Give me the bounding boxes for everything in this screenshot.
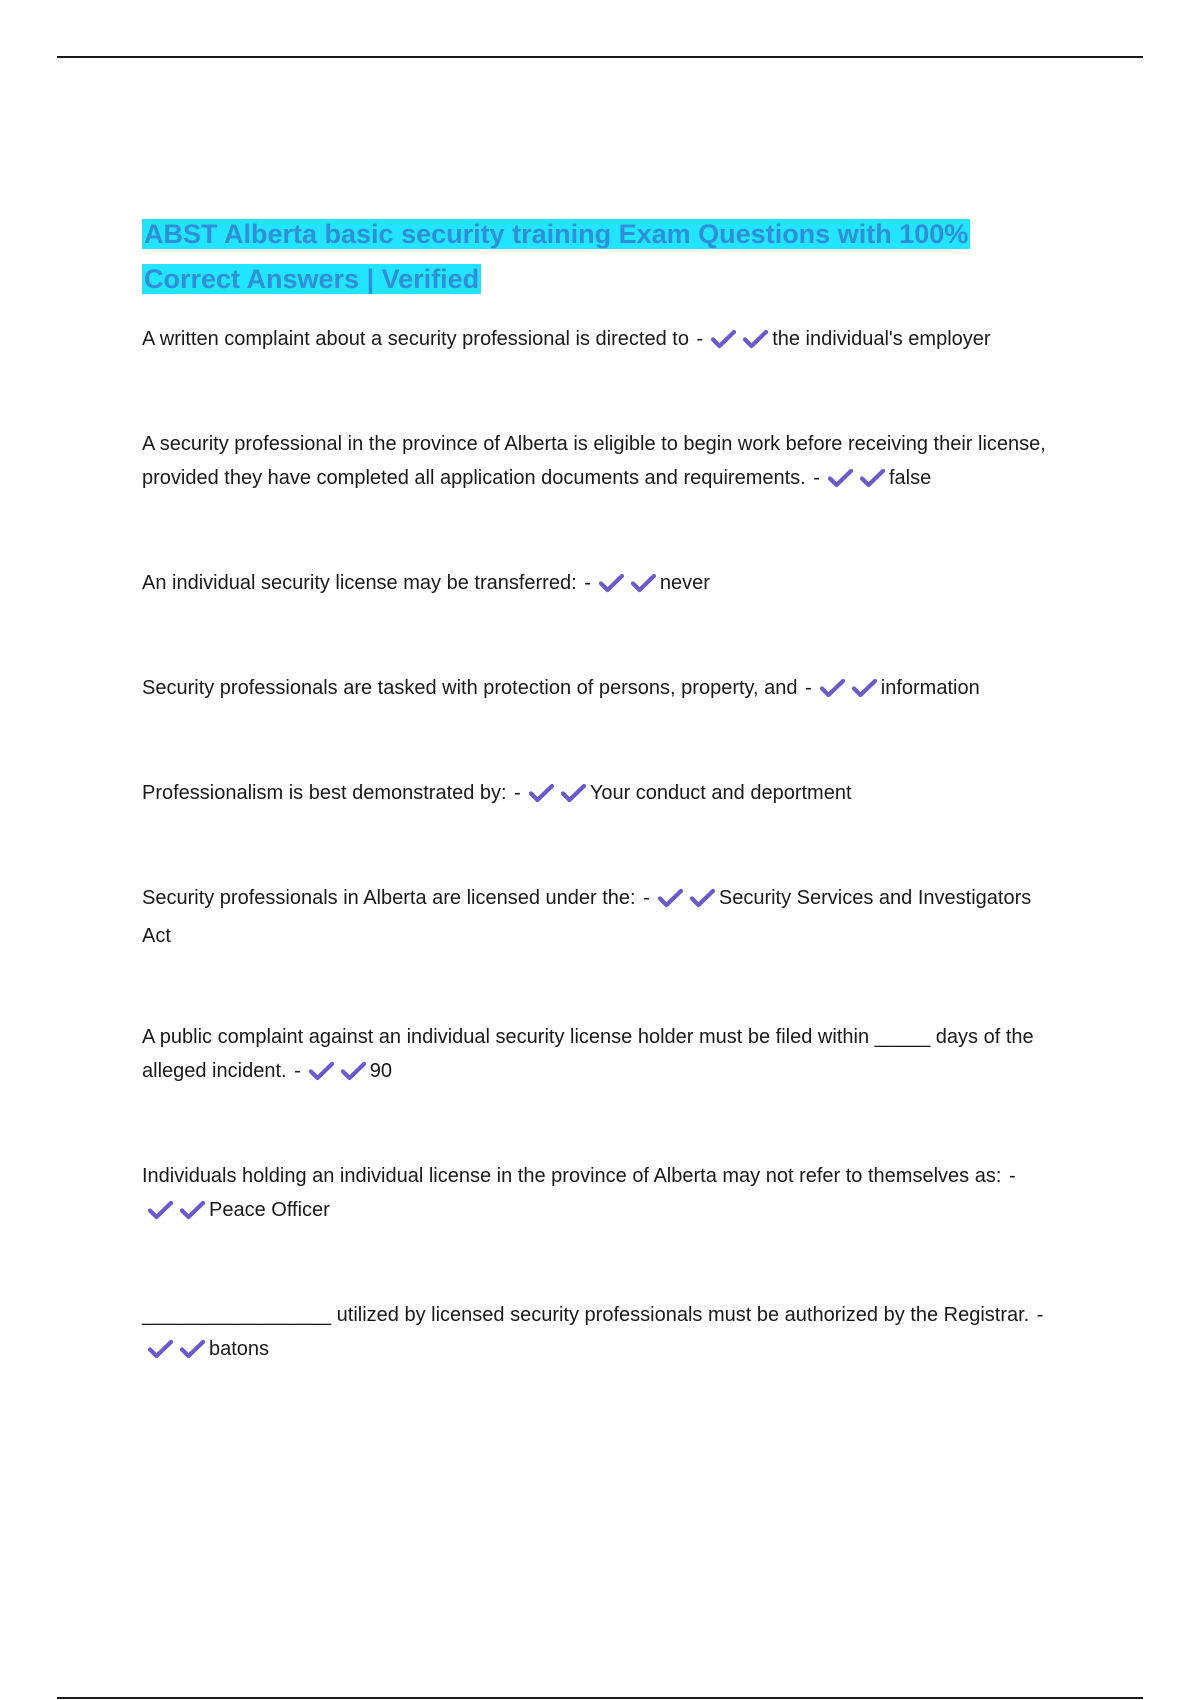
qa-item [142, 671, 1057, 709]
qa-item [142, 566, 1057, 604]
question-text: _________________ utilized by licensed security professionals must be authorized by the Registrar. [142, 1304, 1030, 1326]
check-icons [309, 1058, 366, 1092]
check-icon [561, 783, 586, 803]
qa-item [142, 881, 1057, 953]
check-icon [658, 888, 683, 908]
qa-item [142, 1020, 1057, 1092]
check-icon [529, 783, 554, 803]
separator: - [1036, 1304, 1044, 1326]
check-icons [828, 465, 885, 499]
separator: - [813, 467, 820, 489]
separator: - [696, 328, 704, 350]
check-icon [180, 1339, 205, 1359]
separator: - [805, 677, 812, 699]
check-icons [711, 326, 768, 360]
question-text: Professionalism is best demonstrated by: [142, 782, 507, 804]
answer-text: Your conduct and deportment [589, 782, 852, 804]
qa-item [142, 1298, 1057, 1370]
document-title [142, 212, 1057, 302]
answer-text: information [880, 677, 980, 699]
check-icons [658, 885, 715, 919]
check-icon [711, 329, 736, 349]
check-icons [148, 1197, 205, 1231]
check-icon [820, 678, 845, 698]
check-icon [309, 1061, 334, 1081]
question-text: Security professionals are tasked with protection of persons, property, and [142, 677, 798, 699]
answer-text: Security Services and Investigators Act [142, 887, 1032, 947]
check-icon [341, 1061, 366, 1081]
question-text: An individual security license may be transferred: [142, 572, 577, 594]
check-icon [860, 468, 885, 488]
separator: - [514, 782, 521, 804]
check-icon [180, 1200, 205, 1220]
check-icon [148, 1339, 173, 1359]
answer-text: Peace Officer [209, 1199, 330, 1221]
check-icons [529, 780, 586, 814]
footer-rule [57, 1697, 1143, 1699]
document-body [142, 212, 1057, 1370]
question-text: A written complaint about a security professional is directed to [142, 328, 689, 350]
check-icons [148, 1336, 205, 1370]
qa-item [142, 427, 1057, 499]
answer-text: false [888, 467, 932, 489]
header-rule [57, 56, 1143, 58]
check-icon [148, 1200, 173, 1220]
title-highlight: ABST Alberta basic security training Exam Questions with 100% Correct Answers | Verified [144, 219, 969, 294]
question-text: Individuals holding an individual license in the province of Alberta may not refer to themselves as: [142, 1165, 1002, 1187]
separator: - [584, 572, 591, 594]
check-icons [820, 675, 877, 709]
separator: - [643, 887, 650, 909]
check-icon [599, 573, 624, 593]
question-text: A public complaint against an individual security license holder must be filed within _____ days of the alleged incident. [142, 1026, 1034, 1082]
qa-item [142, 1159, 1057, 1231]
check-icon [743, 329, 768, 349]
separator: - [1008, 1165, 1016, 1187]
answer-text: the individual's employer [772, 328, 991, 350]
answer-text: 90 [369, 1060, 393, 1082]
question-text: A security professional in the province of Alberta is eligible to begin work before receiving their license, provided they have completed all application documents and requirements. [142, 433, 1046, 489]
check-icons [599, 570, 656, 604]
separator: - [294, 1060, 301, 1082]
check-icon [828, 468, 853, 488]
check-icon [631, 573, 656, 593]
check-icon [690, 888, 715, 908]
answer-text: never [659, 572, 710, 594]
question-text: Security professionals in Alberta are licensed under the: [142, 887, 636, 909]
check-icon [852, 678, 877, 698]
qa-item [142, 322, 1057, 360]
qa-item [142, 776, 1057, 814]
answer-text: batons [209, 1338, 270, 1360]
